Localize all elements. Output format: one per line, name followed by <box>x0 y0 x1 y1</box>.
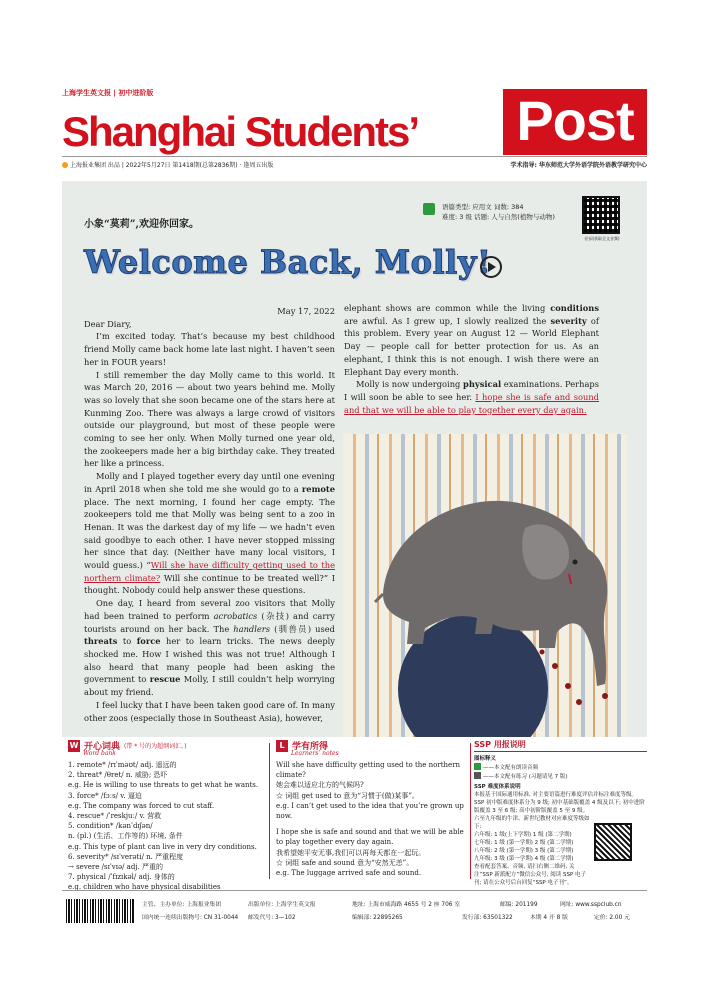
highlight-sentence: I hope she is safe and sound and that we will be able to play together every day again. <box>344 391 599 415</box>
footer-sponsor: 主管、主办单位: 上海报业集团 <box>142 902 222 908</box>
ssp-grade-line: 九年级: 3 级 (第一学期) 4 级 (第二学期) <box>474 856 574 862</box>
note-line: e.g. I can’t get used to the idea that you’re grown up now. <box>276 801 464 821</box>
masthead-title-post: Post <box>503 89 647 155</box>
note-line: e.g. The luggage arrived safe and sound. <box>276 869 422 878</box>
ssp-icon-row <box>474 772 647 781</box>
article-column-right <box>344 302 599 416</box>
ssp-title: SSP 用报说明 <box>474 739 647 752</box>
word-bank-line: 7. physical /ˈfɪzɪkəl/ adj. 身体的 <box>68 873 175 882</box>
ssp-follow: 查看配套答案、音频, 请扫右侧二维码, 关注“SSP 新派配方”微信公众号, 阅读 SSP 电子刊; 请在公众号后台回复“SSP 电子刊”。 <box>474 864 587 886</box>
masthead-kicker: 上海学生英文报 | 初中进阶版 <box>62 89 154 97</box>
ssp-grade-line: 八年级: 2 级 (第一学期) 3 级 (第二学期) <box>474 848 574 854</box>
footer-publisher: 出版单位: 上海学生英文报 <box>248 902 316 908</box>
qr-code-icon[interactable] <box>582 196 620 234</box>
word-bank-line: 6. severity* /sɪˈverəti/ n. 严重程度 <box>68 852 184 861</box>
article-column-left <box>84 305 335 724</box>
word-bank-line: 2. threat* /θret/ n. 威胁; 恐吓 <box>68 771 168 780</box>
diary-greeting: Dear Diary, <box>84 318 132 329</box>
vocab-remote: remote <box>301 483 335 494</box>
word-bank-line: e.g. He is willing to use threats to get what he wants. <box>68 781 259 790</box>
academic-guide: 学术指导: 华东师范大学外语学院外语教学研究中心 <box>510 162 647 169</box>
word-bank-line: 3. force* /fɔːs/ v. 逼迫 <box>68 791 142 800</box>
word-bank-note: (带 * 号的为超纲词汇。) <box>124 743 187 750</box>
word-bank <box>68 739 264 893</box>
footer-price: 定价: 2.00 元 <box>594 915 630 921</box>
highlight-sentence: Will she have difficulty getting used to the northern climate? <box>84 560 335 583</box>
publication-bar <box>62 156 647 170</box>
learners-notes-subtitle: Learners’ notes <box>291 750 339 757</box>
diary-date: May 17, 2022 <box>277 306 335 316</box>
ssp-icon1-text: ——本文配有朗读音频 <box>483 765 539 771</box>
learners-notes-title: L 学有所得 <box>276 739 473 752</box>
note-line: Will she have difficulty getting used to the northern climate? <box>276 761 461 780</box>
footer-website: 网址: www.sspclub.cn <box>560 902 622 908</box>
vocab-force: force <box>136 636 161 647</box>
word-bank-line: 4. rescue* /ˈreskjuː/ v. 营救 <box>68 812 162 821</box>
footer <box>62 890 647 926</box>
vocab-conditions: conditions <box>550 303 599 313</box>
footer-postal-code: 邮发代号: 3—102 <box>248 915 296 921</box>
learners-notes-icon: L <box>276 740 288 752</box>
word-bank-line: 5. condition* /kənˈdɪʃən/ <box>68 822 153 831</box>
qr-code-icon[interactable] <box>594 823 632 861</box>
ssp-grade-line: 七年级: 1 级 (第一学期) 2 级 (第二学期) <box>474 840 574 846</box>
paragraph: Molly is now undergoing physical examinations. Perhaps I will soon be able to see her. I hope she is safe and sound and that we will be able to play together every day again. <box>344 379 599 415</box>
word-bank-subtitle: Word bank <box>83 750 116 757</box>
paragraph: I feel lucky that I have been taken good care of. In many other zoos (especially those in Southeast Asia), however, <box>84 699 335 723</box>
word-bank-line: → severe /sɪˈvɪə/ adj. 严重的 <box>68 863 163 872</box>
paragraph: elephant shows are common while the living conditions are awful. As I grew up, I slowly realized the severity of this problem. Every year on August 12 — World Elephant Day — people call for better protection for us. As an elephant, I think this is not enough. I wish there were an Elephant Day every month. <box>344 303 599 377</box>
elephant-icon <box>343 434 627 737</box>
paragraph: I still remember the day Molly came to this world. It was March 20, 2016 — about two years behind me. Molly was so lovely that she soon became one of the stars here at Kunming Zoo. There was always a large crowd of visitors outside our playground, but most of these people were coming to see her only. When Molly turned one year old, the zookeepers made her a big birthday cake. They treated her like a princess. <box>84 369 335 469</box>
bottom-section <box>62 739 647 892</box>
note-line: 我希望她平安无事,我们可以再每天都在一起玩。 <box>276 848 426 857</box>
meta-genre: 语篇类型: 应用文 词数: 384 <box>442 203 524 211</box>
footer-pages: 本期 4 开 8 版 <box>530 915 568 921</box>
ssp-body: 本报基于国际通用标准, 对主要语篇进行难度评估并标注难度等级。SSP 初中版难度体系分为 9 级; 初中基础版覆盖 4 级及以下; 初中进阶版覆盖 3 至 6 级; 高中初阶版覆盖 5 至 9 级。 <box>474 792 645 814</box>
article-meta <box>442 202 555 222</box>
footer-address: 地址: 上海市威海路 4655 号 2 座 706 室 <box>352 902 461 908</box>
ssp-icons-label: 图标释义 <box>474 756 497 762</box>
ssp-icon2-text: ——本文配有练习 (习题请见 7 版) <box>483 774 568 780</box>
divider <box>269 743 270 879</box>
word-bank-title: W 开心词典 (带 * 号的为超纲词汇。) <box>69 740 187 752</box>
play-audio-icon[interactable] <box>480 256 502 278</box>
vocab-rescue: rescue <box>149 674 181 685</box>
vocab-threats: threats <box>84 636 118 647</box>
word-bank-line: e.g. This type of plant can live in very dry conditions. <box>68 842 257 851</box>
divider <box>470 743 471 879</box>
exercise-icon <box>474 772 481 779</box>
ssp-guide <box>474 739 647 887</box>
masthead <box>62 88 647 172</box>
qr-caption: (扫码获取全文音频) <box>584 236 620 241</box>
audio-icon[interactable] <box>423 203 435 215</box>
word-bank-line: n. (pl.) (生活、工作等的) 环境, 条件 <box>68 832 183 841</box>
word-bank-line: e.g. The company was forced to cut staff. <box>68 801 215 810</box>
note-line: ☆ 词组 get used to 意为“习惯于(做)某事”。 <box>276 791 419 800</box>
note-line: 她会难以适应北方的气候吗? <box>276 781 364 790</box>
paragraph: Molly and I played together every day until one evening in April 2018 when she told me she would go to a remote place. The next morning, I found her cage empty. The zookeepers told me that Molly was being sent to a zoo in Henan. It was the darkest day of my life — we hadn’t even said goodbye to each other. I have never stopped missing her since that day. (Neither have many local visitors, I would guess.) “Will she have difficulty getting used to the northern climate? Will she continue to be treated well?” I thought. Nobody could help answer these questions. <box>84 471 335 596</box>
audio-icon <box>474 763 481 770</box>
barcode-icon <box>66 899 134 923</box>
note-line: ☆ 词组 safe and sound 意为“安然无恙”。 <box>276 858 414 867</box>
paragraph: One day, I heard from several zoo visitors that Molly had been trained to perform acrobatics (杂技) and carry tourists around on her back. The handlers (驯兽员) used threats to force her to learn tricks. The news deeply shocked me. How I wished this was not true! Although I also heard that many people had been asking the government to rescue Molly, I still couldn’t help worrying about my friend. <box>84 598 335 698</box>
article-subhead: 小象“莫莉”,欢迎你回家。 <box>84 219 199 230</box>
vocab-physical: physical <box>463 379 502 390</box>
ssp-grade-note: 六至九年级的牛津、新世纪教材对应难度等级如下: <box>474 816 590 830</box>
article-panel <box>62 181 647 737</box>
publisher-logo-icon <box>62 162 68 168</box>
word-bank-icon: W <box>69 740 79 750</box>
elephant-illustration <box>343 434 627 737</box>
ssp-grade-line: 六年级: 1 级(上下学期) 1 级 (第二学期) <box>474 832 572 838</box>
footer-editorial: 编辑部: 22895265 <box>352 915 403 921</box>
footer-postcode: 邮编: 201199 <box>500 902 538 908</box>
note-line: I hope she is safe and sound and that we will be able to play together every day again. <box>276 828 464 847</box>
footer-distribution: 发行部: 63501322 <box>462 915 513 921</box>
paragraph: I’m excited today. That’s because my best childhood friend Molly came back home late last night. I haven’t seen her in FOUR years! <box>84 331 335 367</box>
ssp-icon-row <box>474 763 647 772</box>
meta-level: 难度: 3 级 话题: 人与自然(植物与动物) <box>442 213 555 221</box>
pub-info <box>62 160 273 170</box>
article-headline: Welcome Back, Molly! <box>84 243 492 281</box>
word-bank-line: e.g. children who have physical disabilities <box>68 883 221 892</box>
vocab-severity: severity <box>550 315 587 326</box>
pub-info-text: 上海报业集团 出品 | 2022年5月27日 第1418期(总第2836期) · 逢周五出版 <box>70 162 274 169</box>
word-bank-line: 1. remote* /rɪˈməʊt/ adj. 遥远的 <box>68 761 177 769</box>
masthead-title: Shanghai Students’ <box>62 108 419 155</box>
learners-notes <box>276 739 473 878</box>
footer-issn: 国内统一连续出版物号: CN 31-0044 <box>142 915 239 921</box>
ssp-system-title: SSP 难度体系说明 <box>474 784 521 790</box>
